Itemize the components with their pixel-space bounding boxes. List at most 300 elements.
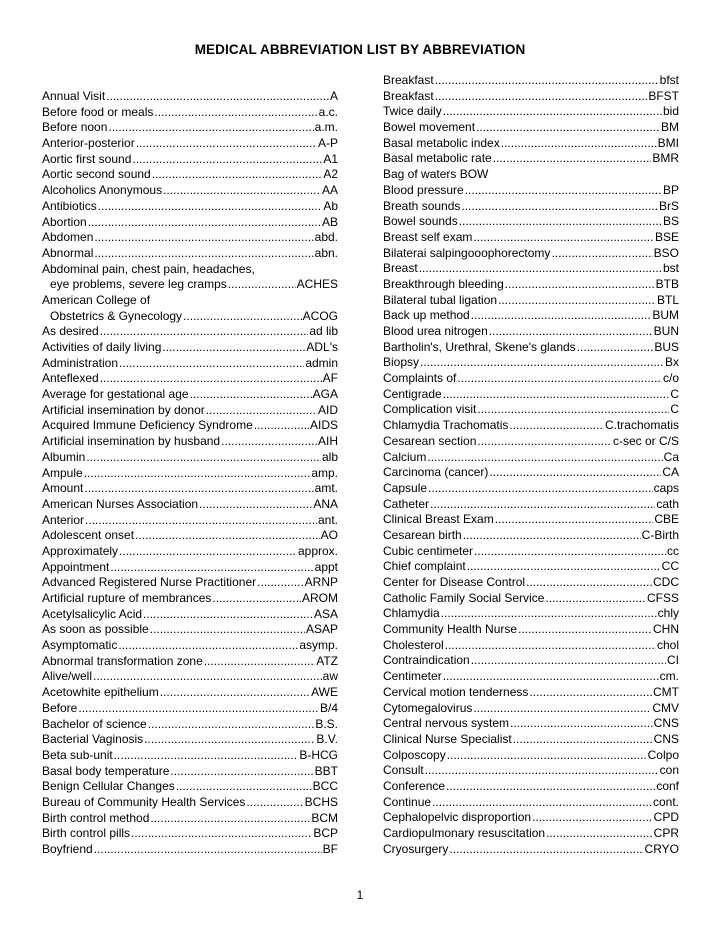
entry-abbreviation: AROM [302,591,338,605]
entry-abbreviation: BFST [648,88,679,103]
entry-abbreviation: admin [305,355,338,370]
entry-term: As desired [42,324,99,339]
dot-leader [212,591,301,607]
entry-abbreviation: C.trachomatis [604,418,679,433]
dot-leader [98,199,323,215]
entry-abbreviation: bid [662,104,679,119]
entry-abbreviation: BrS [658,198,679,213]
abbreviation-entry [42,842,338,858]
abbreviation-entry [42,591,338,607]
entry-abbreviation: B.V. [316,732,338,747]
entry-abbreviation: CRYO [644,841,679,856]
entry-term: Bureau of Community Health Services [42,794,246,809]
dot-leader [443,104,662,120]
entry-abbreviation: CPR [653,826,679,840]
right-column [383,73,679,857]
entry-abbreviation: CA [662,465,679,480]
dot-leader [160,685,310,701]
entry-abbreviation: BMI [657,135,679,150]
dot-leader [477,402,669,418]
entry-abbreviation: BP [662,182,679,197]
entry-term: Abortion [42,214,87,229]
abbreviation-entry [42,371,338,387]
dot-leader [162,340,305,356]
dot-leader [513,732,653,748]
entry-abbreviation: BBT [314,763,338,778]
entry-abbreviation: C [670,386,679,401]
dot-leader [170,764,313,780]
entry-abbreviation: conf [656,778,679,793]
dot-leader [199,497,312,513]
abbreviation-entry [383,732,679,748]
entry-term: Cryosurgery [383,841,449,856]
entry-term: Anterior-posterior [42,136,135,151]
dot-leader [85,513,317,529]
abbreviation-entry [42,779,338,795]
dot-leader [176,779,312,795]
abbreviation-entry [383,418,679,434]
entry-term: Before [42,700,78,715]
abbreviation-entry [42,811,338,827]
abbreviation-entry [383,716,679,732]
entry-term: Abdominal pain, chest pain, headaches, [42,261,255,276]
abbreviation-entry [383,559,679,575]
entry-abbreviation: AID [317,402,338,417]
dot-leader [441,606,657,622]
entry-term: Ampule [42,465,83,480]
entry-abbreviation: aw [322,669,338,684]
entry-term: Breakfast [383,88,434,103]
dot-leader [132,152,322,168]
dot-leader [435,89,648,105]
abbreviation-entry [383,544,679,560]
abbreviation-entry [383,748,679,764]
entry-abbreviation: ACOG [302,308,338,323]
entry-term: Abdomen [42,230,94,245]
dot-leader [477,434,612,450]
abbreviation-entry [42,167,338,183]
entry-abbreviation: BUM [652,308,679,323]
entry-term: Bilateral tubal ligation [383,292,498,307]
dot-leader [148,717,315,733]
entry-term: Artificial rupture of membrances [42,591,212,605]
dot-leader [221,434,317,450]
abbreviation-entry [42,528,338,544]
abbreviation-entry [383,701,679,717]
dot-leader [473,701,651,717]
entry-term: Cytomegalovirus [383,700,473,715]
entry-abbreviation: abd. [314,230,338,245]
dot-leader [473,230,654,246]
abbreviation-entry [42,136,338,152]
entry-abbreviation: ASAP [305,622,338,637]
dot-leader [435,73,659,89]
dot-leader [246,795,303,811]
abbreviation-entry [42,418,338,434]
entry-abbreviation: chol [656,637,679,652]
entry-term: Carcinoma (cancer) [383,465,489,480]
entry-term: Chlamydia [383,606,440,621]
entry-term: Alive/well [42,669,93,684]
dot-leader [119,544,297,560]
entry-term: Continue [383,794,432,809]
entry-abbreviation: CPD [653,810,679,825]
abbreviation-entry [383,308,679,324]
entry-term: Centigrade [383,386,442,401]
entry-abbreviation: B/4 [319,700,338,715]
entry-term: Advanced Registered Nurse Practitioner [42,575,257,590]
dot-leader [518,622,652,638]
entry-term: Capsule [383,480,428,495]
dot-leader [78,701,319,717]
entry-term: Cervical motion tenderness [383,684,529,699]
abbreviation-entry [42,324,338,340]
entry-abbreviation: cm. [659,669,679,684]
abbreviation-entry [383,73,679,89]
abbreviation-entry [383,810,679,826]
dot-leader [425,763,659,779]
abbreviation-entry [383,151,679,167]
dot-leader [228,277,296,293]
entry-term: Beta sub-unit [42,747,113,762]
dot-leader [419,261,662,277]
entry-abbreviation: CNS [653,716,679,731]
dot-leader [428,481,653,497]
entry-term: Approximately [42,543,119,558]
abbreviation-entry [42,513,338,529]
abbreviation-entry [42,701,338,717]
entry-abbreviation: BTL [656,292,679,307]
abbreviation-entry [383,89,679,105]
left-column [42,89,338,858]
entry-abbreviation: asymp. [299,638,338,653]
entry-abbreviation: a.m. [314,120,338,135]
abbreviation-entry [42,215,338,231]
dot-leader [461,199,658,215]
entry-term: Cephalopelvic disproportion [383,810,532,825]
dot-leader [88,215,321,231]
dot-leader [84,466,311,482]
entry-abbreviation: chly [657,606,679,621]
entry-term: Bowel sounds [383,214,458,229]
abbreviation-entry [383,340,679,356]
entry-abbreviation: CFSS [646,590,679,605]
entry-term: Boyfriend [42,842,93,856]
dot-leader [449,842,643,858]
abbreviation-entry [42,560,338,576]
entry-term: Cesarean birth [383,527,462,542]
dot-leader [467,559,661,575]
abbreviation-entry [42,466,338,482]
entry-term: Twice daily [383,104,442,119]
entry-term: Acetowhite epithelium [42,685,159,700]
dot-leader [495,512,654,528]
entry-term: Back up method [383,308,470,323]
entry-term: Clinical Nurse Specialist [383,731,512,746]
entry-abbreviation: BSE [654,229,679,244]
dot-leader [94,246,313,262]
entry-term: Anteflexed [42,371,99,386]
entry-term: Complaints of [383,371,457,386]
entry-term: Bacterial Vaginosis [42,732,144,747]
dot-leader [150,622,305,638]
entry-term: Acquired Immune Deficiency Syndrome [42,418,253,433]
entry-term: Breath sounds [383,198,461,213]
entry-term: Clinical Breast Exam [383,512,494,527]
entry-term: Amount [42,481,84,496]
abbreviation-entry [42,277,338,293]
dot-leader [106,89,329,105]
entry-term: Aortic second sound [42,167,151,182]
entry-term: American College of [42,292,151,307]
entry-term: Acetylsalicylic Acid [42,606,143,621]
entry-term: Aortic first sound [42,151,132,166]
entry-term: Blood pressure [383,182,464,197]
dot-leader [100,371,322,387]
entry-abbreviation: abn. [314,245,338,260]
entry-abbreviation: A2 [323,167,338,182]
entry-term: Colposcopy [383,747,446,762]
entry-abbreviation: CNS [653,731,679,746]
entry-abbreviation: cc [667,543,679,558]
entry-term: Breast self exam [383,229,473,244]
entry-term: Bag of waters BOW [383,167,489,182]
abbreviation-entry [42,481,338,497]
entry-abbreviation: BCC [312,779,338,794]
abbreviation-entry [42,120,338,136]
entry-abbreviation: ASA [313,606,338,621]
entry-abbreviation: CBE [654,512,679,527]
entry-abbreviation: AB [321,214,338,229]
abbreviation-entry [42,199,338,215]
entry-term: Bachelor of science [42,716,147,731]
entry-abbreviation: bst [662,261,679,276]
entry-term: Catholic Family Social Service [383,590,545,605]
entry-abbreviation: cath [656,496,679,511]
abbreviation-entry [383,167,679,183]
abbreviation-entry [383,606,679,622]
dot-leader [94,230,313,246]
entry-abbreviation: A [329,89,338,103]
entry-abbreviation: Ca [663,449,679,464]
abbreviation-entry [383,183,679,199]
dot-leader [445,638,656,654]
entry-abbreviation: CDC [653,575,679,589]
abbreviation-entry [383,277,679,293]
entry-abbreviation: BS [662,214,679,229]
entry-abbreviation: bfst [659,73,679,87]
dot-leader [154,105,317,121]
abbreviation-entry [42,246,338,262]
dot-leader [443,387,670,403]
abbreviation-entry [383,387,679,403]
abbreviation-entry [383,214,679,230]
entry-term: Bilaterai salpingooophorectomy [383,245,551,260]
dot-leader [94,842,322,858]
entry-term: Complication visit [383,402,477,417]
entry-term: Chief complaint [383,559,466,574]
entry-term: Consult [383,763,424,778]
entry-abbreviation: BUN [653,324,679,338]
entry-abbreviation: CC [661,559,679,574]
entry-abbreviation: caps [653,480,679,495]
abbreviation-entry [42,105,338,121]
entry-term: Abnormal transformation zone [42,653,203,668]
entry-abbreviation: appt [314,559,338,574]
dot-leader [143,607,313,623]
dot-leader [93,669,322,685]
dot-leader [459,214,662,230]
entry-abbreviation: ant. [317,512,338,527]
entry-term: As soon as possible [42,622,149,637]
entry-term: Catheter [383,496,430,511]
entry-term: Appointment [42,559,110,574]
abbreviation-entry [383,763,679,779]
dot-leader [526,575,652,591]
entry-abbreviation: BTB [655,276,679,291]
dot-leader [545,591,646,607]
entry-term: Breakthrough bleeding [383,276,504,291]
entry-term: Abnormal [42,245,94,260]
abbreviation-entry [42,575,338,591]
entry-abbreviation: AIH [317,434,338,449]
entry-abbreviation: Bx [664,355,679,370]
dot-leader [114,748,299,764]
abbreviation-entry [383,528,679,544]
dot-leader [119,356,304,372]
entry-abbreviation: alb [321,449,338,464]
abbreviation-entry [383,355,679,371]
abbreviation-entry [42,497,338,513]
entry-abbreviation: ANA [313,496,338,511]
entry-abbreviation: ad lib [309,324,338,339]
abbreviation-entry [42,826,338,842]
dot-leader [501,136,657,152]
dot-leader [150,811,310,827]
dot-leader [206,403,317,419]
dot-leader [489,324,653,340]
abbreviation-entry [383,638,679,654]
page-number: 1 [356,888,364,902]
entry-abbreviation: B.S. [315,716,338,731]
entry-term: Calcium [383,449,427,464]
abbreviation-entry [383,512,679,528]
dot-leader [152,167,323,183]
entry-term: Alcoholics Anonymous [42,183,163,198]
abbreviation-entry [42,622,338,638]
dot-leader [420,355,664,371]
dot-leader [86,450,321,466]
dot-leader [489,465,661,481]
abbreviation-entry [383,591,679,607]
entry-abbreviation: BMR [652,151,679,166]
dot-leader [457,371,662,387]
dot-leader [100,324,309,340]
dot-leader [131,826,312,842]
abbreviation-entry [42,340,338,356]
entry-term: Cholesterol [383,637,444,652]
entry-abbreviation: CHN [653,622,679,637]
entry-abbreviation: AA [321,183,338,198]
entry-term: Contraindication [383,653,470,668]
entry-abbreviation: ATZ [316,653,338,668]
abbreviation-entry [383,324,679,340]
entry-abbreviation: approx. [297,543,338,558]
entry-term: Bowel movement [383,120,476,135]
abbreviation-entry [42,654,338,670]
entry-abbreviation: c/o [662,371,679,386]
entry-abbreviation: cont. [652,794,679,809]
entry-abbreviation: BSO [653,245,679,260]
dot-leader [144,732,315,748]
dot-leader [493,151,652,167]
entry-abbreviation: AGA [312,387,338,402]
entry-abbreviation: C [670,402,679,417]
entry-abbreviation: AF [322,371,338,386]
dot-leader [136,136,317,152]
abbreviation-entry [42,89,338,105]
abbreviation-entry [383,293,679,309]
entry-term: Before noon [42,120,108,135]
abbreviation-entry [383,465,679,481]
dot-leader [474,544,666,560]
entry-abbreviation: CI [667,653,679,668]
entry-term: Centimeter [383,669,442,684]
entry-term: Basal metabolic rate [383,151,492,166]
dot-leader [510,716,653,732]
entry-term: Basal metabolic index [383,135,500,150]
dot-leader [529,685,652,701]
entry-term: Basal body temperature [42,763,170,778]
abbreviation-entry [42,387,338,403]
entry-term: Anterior [42,512,85,527]
abbreviation-entry [42,764,338,780]
dot-leader [183,309,302,325]
dot-leader [546,826,653,842]
dot-leader [446,779,655,795]
abbreviation-entry [383,199,679,215]
entry-abbreviation: AWE [311,685,338,700]
dot-leader [190,387,312,403]
dot-leader [509,418,604,434]
entry-term: Center for Disease Control [383,575,526,589]
entry-term: Central nervous system [383,716,510,731]
entry-term: Biopsy [383,355,420,370]
abbreviation-entry [383,104,679,120]
entry-term: eye problems, severe leg cramps [50,277,227,292]
entry-abbreviation: ARNP [304,575,338,590]
abbreviation-entry [42,685,338,701]
entry-term: Birth control method [42,810,150,825]
entry-term: Adolescent onset [42,528,135,543]
abbreviation-entry [383,795,679,811]
dot-leader [204,654,315,670]
abbreviation-entry [383,261,679,277]
entry-abbreviation: BM [661,120,679,135]
entry-term: Artificial insemination by husband [42,434,221,449]
abbreviation-entry [383,136,679,152]
page-title: MEDICAL ABBREVIATION LIST BY ABBREVIATION [194,42,526,57]
dot-leader [551,246,652,262]
dot-leader [108,120,313,136]
dot-leader [110,560,313,576]
entry-term: Bartholin's, Urethral, Skene's glands [383,339,576,354]
abbreviation-entry [42,669,338,685]
entry-abbreviation: BCM [311,810,338,825]
entry-term: Obstetrics & Gynecology [50,308,183,323]
dot-leader [84,481,313,497]
dot-leader [257,575,304,591]
